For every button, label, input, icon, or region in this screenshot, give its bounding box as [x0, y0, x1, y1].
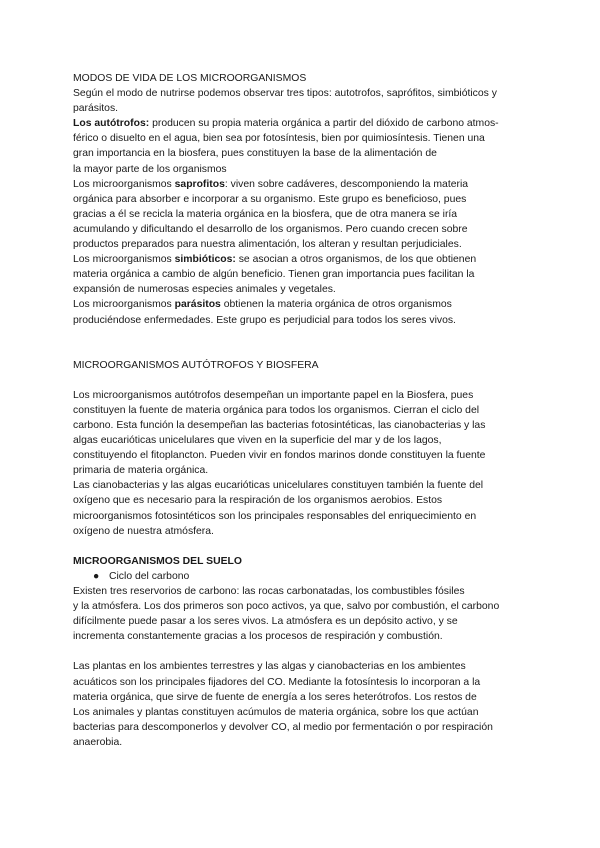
section-title-suelo: MICROORGANISMOS DEL SUELO	[73, 555, 242, 567]
parasitos-line: produciéndose enfermedades. Este grupo es perjudicial para todos los seres vivos.	[73, 314, 456, 326]
simbioticos-paragraph-first-line: Los microorganismos simbióticos: se asocian a otros organismos, de los que obtienen	[73, 254, 477, 266]
autotrofos-line: gran importancia en la biosfera, pues constituyen la base de la alimentación de	[73, 148, 437, 160]
carbono-line: incrementa constantemente gracias a los procesos de respiración y combustión.	[73, 631, 443, 643]
autotrofos-line: la mayor parte de los organismos	[73, 163, 227, 175]
biosfera-line: constituyendo el fitoplancton. Pueden vivir en fondos marinos donde constituyen la fuente	[73, 450, 486, 462]
spacer	[73, 539, 543, 554]
oxigeno-line: microorganismos fotosintéticos son los principales responsables del enriquecimiento en	[73, 510, 477, 522]
biosfera-line: carbono. Esta función la desempeñan las bacterias fotosintéticas, las cianobacterias y las	[73, 419, 486, 431]
intro-line: Según el modo de nutrirse podemos observar tres tipos: autotrofos, saprófitos, simbióticos y	[73, 88, 497, 100]
fijadores-line: Los animales y plantas constituyen acúmulos de materia orgánica, sobre los que actúan	[73, 706, 479, 718]
fijadores-line: bacterias para descomponerlos y devolver CO, al medio por fermentación o por respiración	[73, 721, 493, 733]
carbono-line: Existen tres reservorios de carbono: las rocas carbonatadas, los combustibles fósiles	[73, 586, 465, 597]
biosfera-line: Los microorganismos autótrofos desempeñan un importante papel en la Biosfera, pues	[73, 389, 474, 401]
saprofitos-line: acumulando y dificultando el desarrollo de los organismos. Pero cuando crecen sobre	[73, 223, 468, 235]
autotrofos-line: férico o disuelto en el agua, bien sea por fotosíntesis, bien por quimiosíntesis. Tienen una	[73, 133, 485, 145]
parasitos-paragraph-first-line: Los microorganismos parásitos obtienen la materia orgánica de otros organismos	[73, 299, 452, 311]
bullet-item-ciclo-carbono: ● Ciclo del carbono	[73, 569, 543, 584]
oxigeno-line: Las cianobacterias y las algas eucarióticas unicelulares constituyen también la fuente del	[73, 480, 484, 492]
carbono-line: y la atmósfera. Los dos primeros son poco activos, ya que, salvo por combustión, el carbono	[73, 601, 500, 613]
saprofitos-paragraph-first-line: Los microorganismos saprofitos: viven sobre cadáveres, descomponiendo la materia	[73, 178, 469, 190]
oxigeno-line: oxígeno de nuestra atmósfera.	[73, 525, 214, 537]
biosfera-line: constituyen la fuente de materia orgánica para todos los organismos. Cierran el ciclo del	[73, 404, 480, 416]
simbioticos-line: materia orgánica a cambio de algún beneficio. Tienen gran importancia pues facilitan la	[73, 269, 475, 281]
intro-line: parásitos.	[73, 103, 119, 115]
fijadores-line: Las plantas en los ambientes terrestres y las algas y cianobacterias en los ambientes	[73, 661, 466, 673]
spacer	[73, 644, 543, 659]
fijadores-line: acuáticos son los principales fijadores del CO. Mediante la fotosíntesis lo incorporan a la	[73, 676, 481, 688]
spacer	[73, 328, 543, 358]
biosfera-line: primaria de materia orgánica.	[73, 465, 209, 477]
simbioticos-line: expansión de numerosas especies animales y vegetales.	[73, 284, 336, 296]
term-simbioticos: simbióticos:	[174, 254, 236, 266]
spacer	[73, 373, 543, 388]
bullet-icon: ●	[93, 570, 100, 582]
saprofitos-line: orgánica para absorber e incorporar a su organismo. Este grupo es beneficioso, pues	[73, 193, 467, 205]
term-autotrofos: Los autótrofos:	[73, 118, 150, 130]
section-title-autotrofos-biosfera: MICROORGANISMOS AUTÓTROFOS Y BIOSFERA	[73, 359, 319, 371]
carbono-line: difícilmente puede pasar a los seres vivos. La atmósfera es un depósito activo, y se	[73, 616, 458, 628]
fijadores-line: materia orgánica, que sirve de fuente de energía a los seres heterótrofos. Los restos de	[73, 691, 477, 703]
oxigeno-line: oxígeno que es necesario para la respiración de los organismos aerobios. Estos	[73, 495, 443, 507]
autotrofos-paragraph-first-line: Los autótrofos: producen su propia materia orgánica a partir del dióxido de carbono atmos-	[73, 118, 499, 130]
saprofitos-line: gracias a él se recicla la materia orgánica en la biosfera, que de otra manera se iría	[73, 208, 458, 220]
section-title-modos-de-vida: MODOS DE VIDA DE LOS MICROORGANISMOS	[73, 73, 307, 84]
term-saprofitos: saprofitos	[174, 178, 225, 190]
document-body	[73, 71, 543, 750]
biosfera-line: algas eucarióticas unicelulares que viven en la superficie del mar y de los lagos,	[73, 435, 442, 447]
saprofitos-line: productos preparados para nuestra alimentación, los alteran y resultan perjudiciales.	[73, 239, 462, 251]
fijadores-line: anaerobia.	[73, 736, 123, 748]
term-parasitos: parásitos	[174, 299, 221, 311]
